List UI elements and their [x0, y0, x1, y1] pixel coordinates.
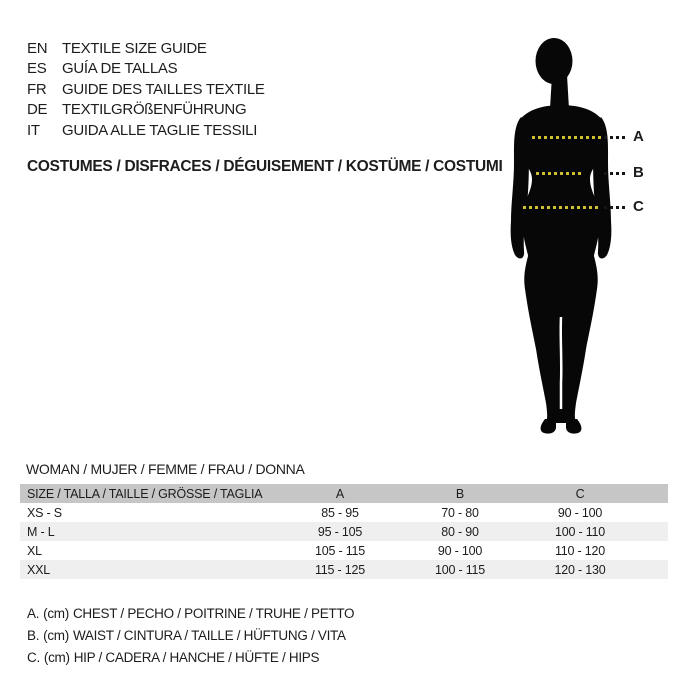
- cell-size: M - L: [27, 524, 55, 539]
- header-col-b: B: [455, 486, 465, 501]
- legend-label: WAIST / CINTURA / TAILLE / HÜFTUNG / VITA: [72, 627, 346, 643]
- cell-c: 90 - 100: [557, 505, 603, 520]
- legend-key: C.: [27, 649, 40, 665]
- legend-row-waist: [27, 624, 358, 646]
- legend-row-hip: [27, 646, 358, 668]
- cell-size: XXL: [27, 562, 51, 577]
- table-group-title: WOMAN / MUJER / FEMME / FRAU / DONNA: [26, 461, 305, 477]
- language-label: GUIDE DES TAILLES TEXTILE: [62, 80, 265, 98]
- header-col-a: A: [335, 486, 345, 501]
- category-title: COSTUMES / DISFRACES / DÉGUISEMENT / KOSTÜME / COSTUMI: [27, 158, 503, 175]
- language-label: GUÍA DE TALLAS: [62, 60, 178, 78]
- header-size-label: SIZE / TALLA / TAILLE / GRÖSSE / TAGLIA: [27, 486, 263, 501]
- waist-dash-on-body: [536, 172, 584, 175]
- cell-b: 90 - 100: [437, 543, 483, 558]
- table-row: [20, 560, 668, 579]
- legend-label: CHEST / PECHO / POITRINE / TRUHE / PETTO: [72, 605, 355, 621]
- measurement-figure: [495, 25, 700, 445]
- language-code: FR: [27, 80, 47, 98]
- cell-b: 70 - 80: [441, 505, 479, 520]
- language-label: TEXTILGRÖßENFÜHRUNG: [62, 101, 247, 119]
- legend-row-chest: [27, 602, 358, 624]
- language-row-en: [27, 38, 265, 59]
- legend-key: A.: [27, 605, 40, 621]
- measurement-line-hip: [495, 199, 700, 215]
- cell-a: 105 - 115: [314, 543, 366, 558]
- language-row-es: [27, 59, 265, 80]
- hip-dash-leader: [604, 206, 628, 209]
- language-label: GUIDA ALLE TAGLIE TESSILI: [62, 121, 258, 139]
- language-list: [27, 38, 265, 141]
- cell-b: 80 - 90: [441, 524, 479, 539]
- header-col-c: C: [575, 486, 585, 501]
- language-code: DE: [27, 101, 48, 119]
- legend-unit: (cm): [43, 649, 70, 665]
- woman-silhouette-icon: [495, 25, 655, 445]
- cell-c: 120 - 130: [554, 562, 606, 577]
- size-table: [20, 484, 668, 579]
- cell-size: XS - S: [27, 505, 62, 520]
- legend-key: B.: [27, 627, 40, 643]
- cell-a: 95 - 105: [317, 524, 363, 539]
- cell-size: XL: [27, 543, 42, 558]
- language-label: TEXTILE SIZE GUIDE: [62, 39, 207, 57]
- table-row: [20, 503, 668, 522]
- chest-dash-on-body: [532, 136, 602, 139]
- legend-label: HIP / CADERA / HANCHE / HÜFTE / HIPS: [73, 649, 320, 665]
- marker-label-c: C: [633, 198, 644, 215]
- language-code: IT: [27, 121, 40, 139]
- cell-c: 110 - 120: [554, 543, 606, 558]
- hip-dash-on-body: [523, 206, 599, 209]
- table-header-row: [20, 484, 668, 503]
- language-row-it: [27, 120, 265, 141]
- language-row-fr: [27, 79, 265, 100]
- measurement-legend: [27, 602, 358, 668]
- cell-a: 115 - 125: [314, 562, 366, 577]
- language-row-de: [27, 100, 265, 121]
- marker-label-a: A: [633, 128, 644, 145]
- marker-label-b: B: [633, 164, 644, 181]
- cell-a: 85 - 95: [321, 505, 359, 520]
- legend-unit: (cm): [43, 627, 69, 643]
- language-code: ES: [27, 60, 47, 78]
- measurement-line-chest: [495, 129, 700, 145]
- cell-b: 100 - 115: [434, 562, 486, 577]
- language-code: EN: [27, 39, 48, 57]
- table-row: [20, 522, 668, 541]
- legend-unit: (cm): [43, 605, 69, 621]
- chest-dash-leader: [604, 136, 628, 139]
- cell-c: 100 - 110: [554, 524, 606, 539]
- waist-dash-leader: [604, 172, 628, 175]
- measurement-line-waist: [495, 165, 700, 181]
- table-row: [20, 541, 668, 560]
